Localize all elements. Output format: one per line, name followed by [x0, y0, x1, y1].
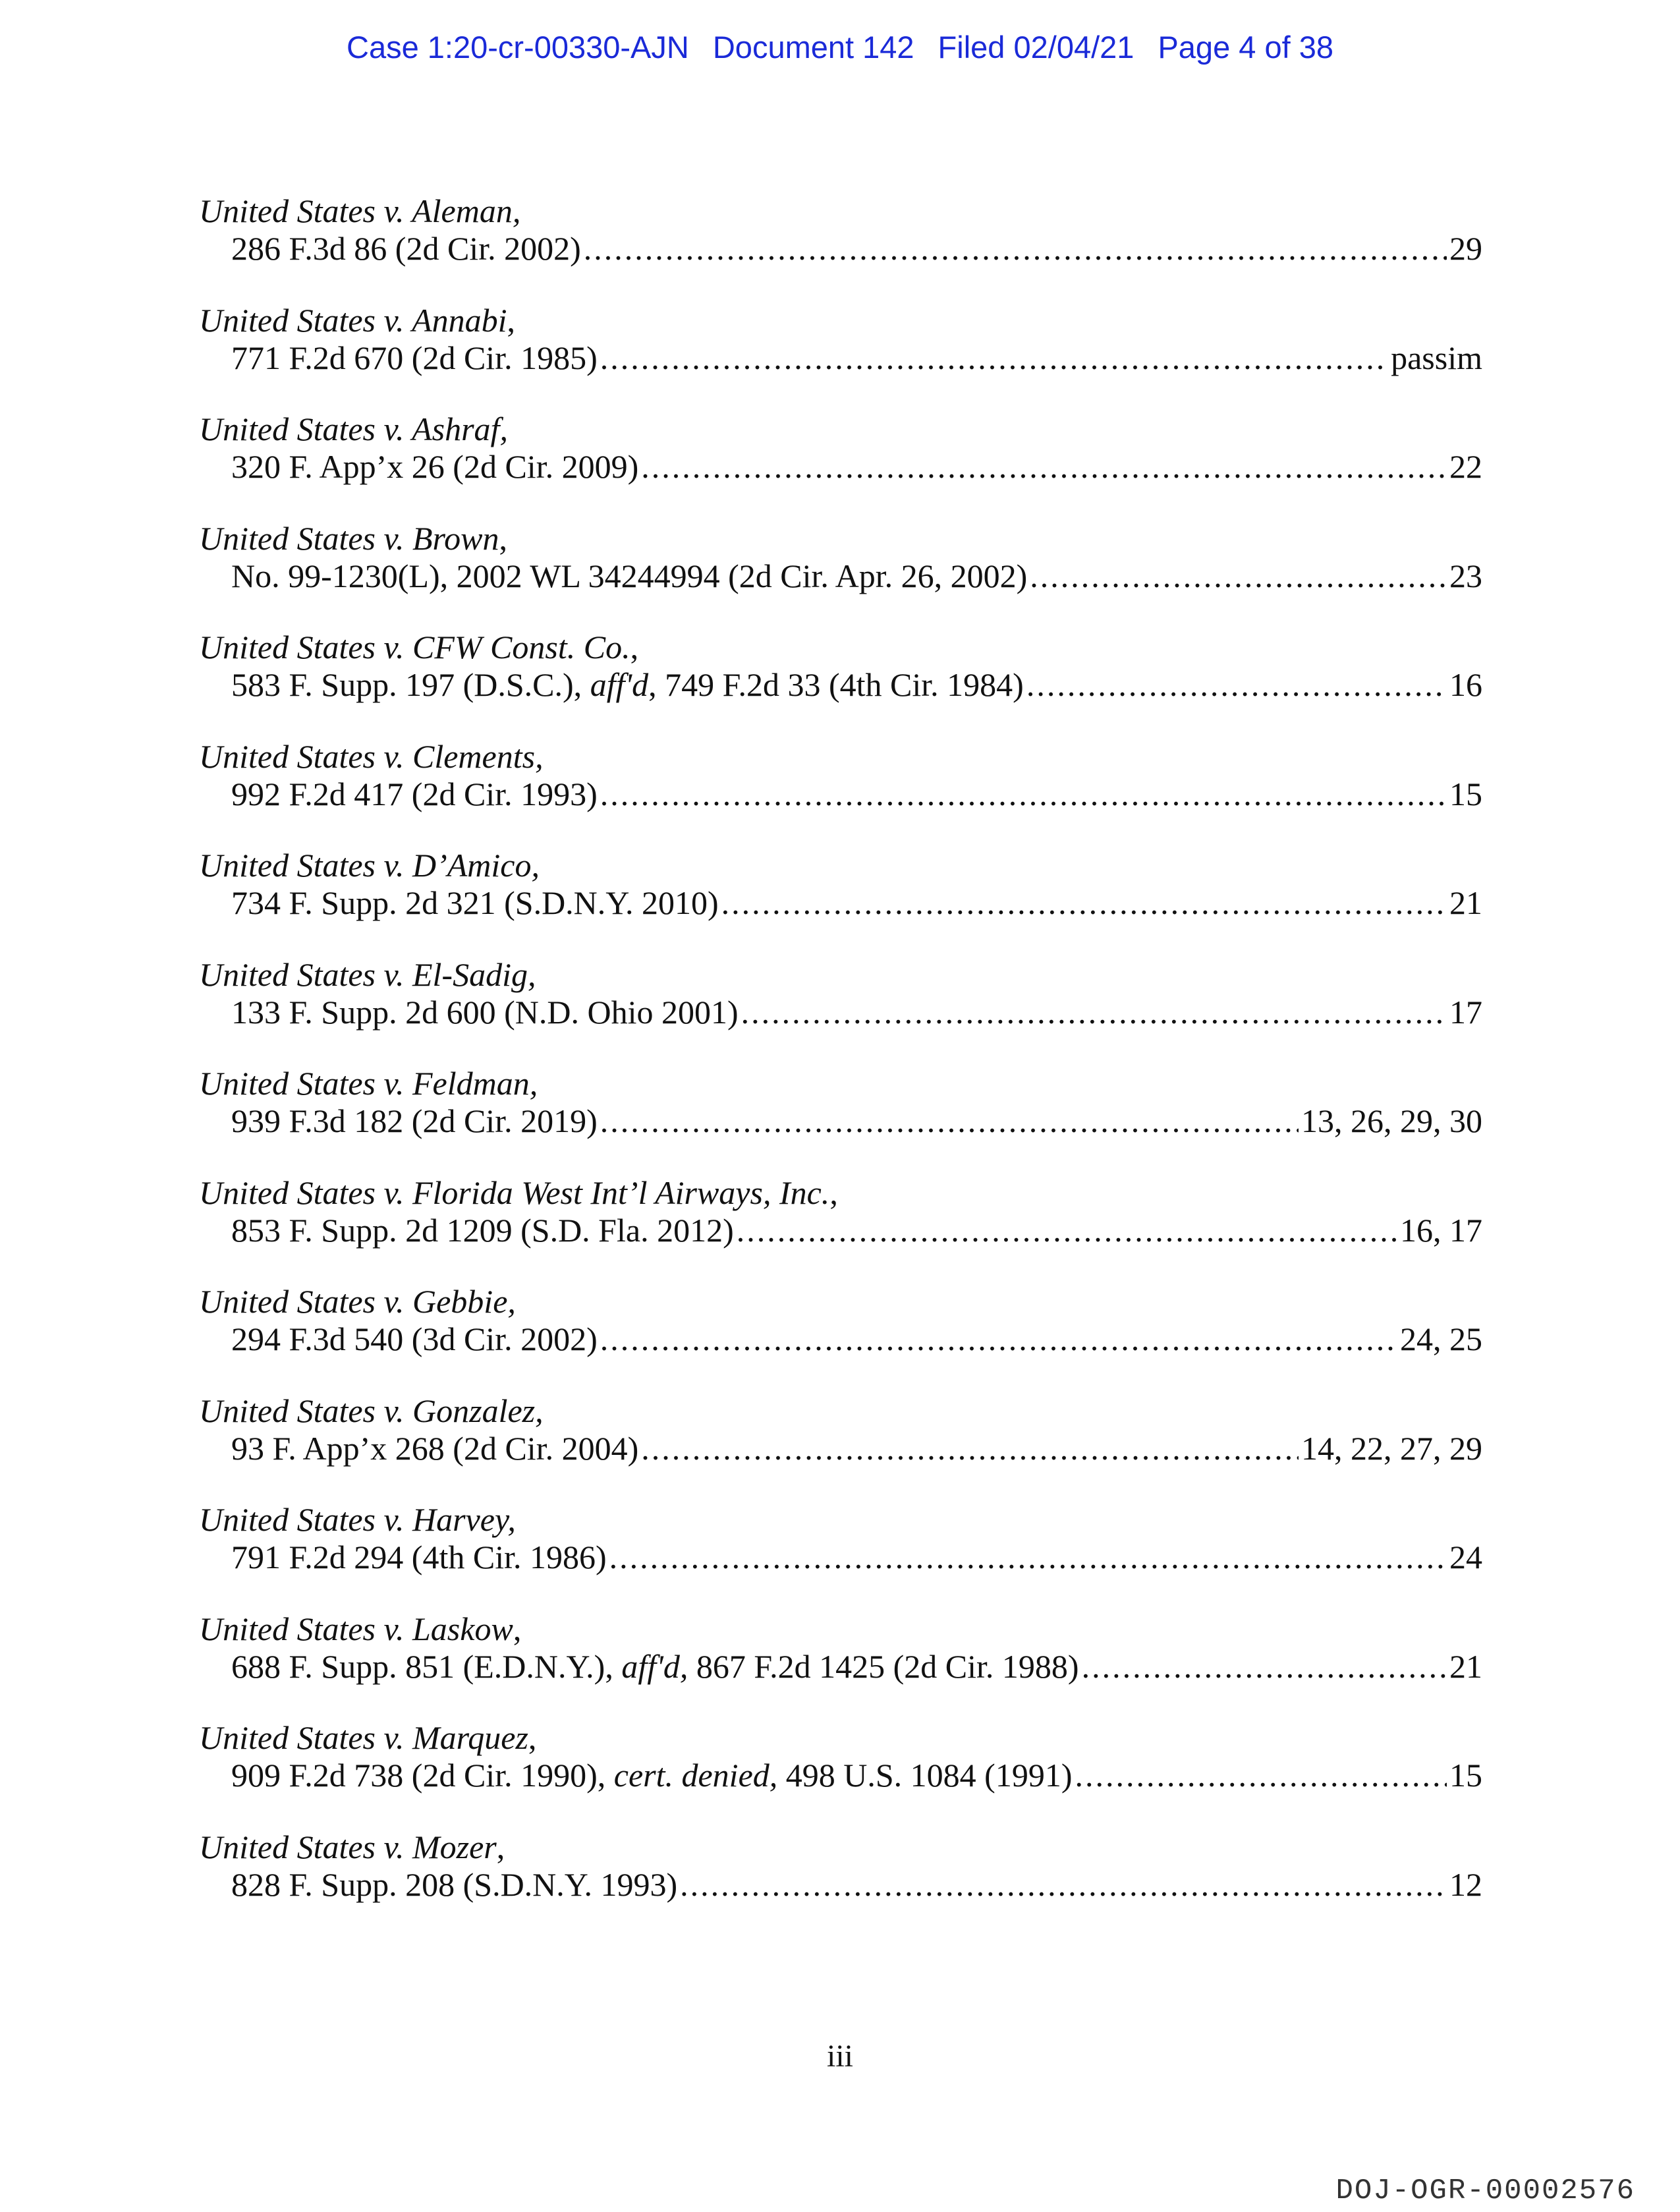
- citation: [231, 1648, 1079, 1686]
- citation-signal: aff'd: [590, 666, 649, 703]
- leader-dots: [1082, 1648, 1447, 1686]
- ecf-header: [0, 29, 1680, 65]
- page-references: 23: [1449, 557, 1482, 594]
- page-references: 24: [1449, 1539, 1482, 1575]
- leader-dots: [600, 1320, 1397, 1358]
- citation-line: [199, 339, 1482, 377]
- case-name: [199, 520, 1482, 557]
- citation: [231, 1212, 734, 1249]
- case-name-text: United States v. Annabi: [199, 301, 507, 339]
- citation: [231, 884, 719, 922]
- page-references: 16: [1449, 666, 1482, 703]
- citation-text: 939 F.3d 182 (2d Cir. 2019): [231, 1102, 598, 1139]
- case-name-punctuation: ,: [630, 629, 639, 666]
- case-name-text: United States v. Marquez: [199, 1719, 528, 1756]
- leader-dots: [609, 1539, 1447, 1576]
- toc-entry: [199, 411, 1482, 520]
- citation: [231, 230, 581, 268]
- page-indicator: Page 4 of 38: [1158, 30, 1333, 65]
- toc-entry: [199, 1065, 1482, 1174]
- citation-text: 688 F. Supp. 851 (E.D.N.Y.),: [231, 1647, 622, 1685]
- case-name: [199, 192, 1482, 230]
- case-name: [199, 1719, 1482, 1757]
- toc-entry: [199, 738, 1482, 847]
- case-name-text: United States v. CFW Const. Co.: [199, 629, 630, 666]
- citation: [231, 776, 598, 813]
- citation-line: [199, 994, 1482, 1031]
- case-name-punctuation: ,: [507, 301, 516, 339]
- leader-dots: [641, 1430, 1299, 1467]
- case-name: [199, 411, 1482, 448]
- citation-text: 828 F. Supp. 208 (S.D.N.Y. 1993): [231, 1865, 678, 1903]
- citation-text: 294 F.3d 540 (3d Cir. 2002): [231, 1320, 598, 1357]
- citation-line: [199, 776, 1482, 813]
- toc-entry: [199, 1719, 1482, 1829]
- toc-entry: [199, 1174, 1482, 1284]
- page-references: 15: [1449, 1757, 1482, 1794]
- case-name: [199, 1392, 1482, 1430]
- page-references: 21: [1449, 884, 1482, 921]
- citation-text: 320 F. App’x 26 (2d Cir. 2009): [231, 448, 639, 485]
- filed-date: Filed 02/04/21: [938, 30, 1134, 65]
- case-name: [199, 1283, 1482, 1320]
- citation: [231, 1102, 598, 1140]
- citation-text: 791 F.2d 294 (4th Cir. 1986): [231, 1539, 607, 1575]
- toc-entry: [199, 192, 1482, 302]
- leader-dots: [600, 776, 1447, 813]
- toc-entry: [199, 956, 1482, 1065]
- page-references: 17: [1449, 993, 1482, 1031]
- citation-signal: aff'd,: [621, 1647, 688, 1685]
- citation-line: [199, 884, 1482, 922]
- toc-entry: [199, 1501, 1482, 1610]
- citation-text: 583 F. Supp. 197 (D.S.C.),: [231, 666, 590, 703]
- citation-text: 909 F.2d 738 (2d Cir. 1990),: [231, 1757, 614, 1794]
- page-references: 22: [1449, 448, 1482, 485]
- case-name-text: United States v. Harvey,: [199, 1501, 516, 1538]
- leader-dots: [584, 230, 1447, 268]
- case-name: [199, 302, 1482, 339]
- case-name-text: United States v. Clements,: [199, 737, 544, 775]
- citation-text: 771 F.2d 670 (2d Cir. 1985): [231, 339, 598, 376]
- case-name: [199, 847, 1482, 884]
- citation-text: 93 F. App’x 268 (2d Cir. 2004): [231, 1429, 639, 1467]
- citation-text: , 749 F.2d 33 (4th Cir. 1984): [648, 666, 1024, 703]
- citation-line: [199, 557, 1482, 595]
- case-name: [199, 956, 1482, 994]
- citation-line: [199, 1102, 1482, 1140]
- toc-entry: [199, 1829, 1482, 1938]
- leader-dots: [1030, 557, 1447, 595]
- page-folio: iii: [826, 2039, 853, 2074]
- page-references: 15: [1449, 775, 1482, 812]
- case-name: [199, 1501, 1482, 1539]
- citation: [231, 666, 1024, 704]
- case-name: [199, 1174, 1482, 1212]
- citation: [231, 1430, 638, 1467]
- page-references: 21: [1449, 1647, 1482, 1685]
- leader-dots: [737, 1212, 1397, 1249]
- citation-text: 867 F.2d 1425 (2d Cir. 1988): [688, 1647, 1079, 1685]
- case-name-punctuation: ,: [499, 519, 507, 557]
- citation: [231, 994, 739, 1031]
- case-number: Case 1:20-cr-00330-AJN: [347, 30, 689, 65]
- case-name: [199, 629, 1482, 666]
- case-name-text: United States v. Brown: [199, 519, 499, 557]
- citation-text: 853 F. Supp. 2d 1209 (S.D. Fla. 2012): [231, 1211, 734, 1249]
- citation-signal: cert. denied,: [613, 1757, 778, 1794]
- leader-dots: [600, 1102, 1299, 1140]
- citation-text: 498 U.S. 1084 (1991): [777, 1757, 1073, 1794]
- citation-line: [199, 1539, 1482, 1576]
- citation-text: 286 F.3d 86 (2d Cir. 2002): [231, 230, 581, 267]
- page-references: 29: [1449, 230, 1482, 267]
- case-name-text: United States v. Gebbie,: [199, 1283, 516, 1320]
- toc-entry: [199, 629, 1482, 738]
- case-name: [199, 1065, 1482, 1102]
- case-name-text: United States v. Mozer: [199, 1828, 497, 1865]
- page-references: 24, 25: [1400, 1320, 1482, 1357]
- citation-line: [199, 448, 1482, 486]
- toc-entry: [199, 847, 1482, 956]
- case-name-text: United States v. Laskow: [199, 1610, 513, 1647]
- citation-text: No. 99-1230(L), 2002 WL 34244994 (2d Cir. Apr. 26, 2002): [231, 557, 1028, 594]
- citation: [231, 1539, 607, 1576]
- citation: [231, 448, 638, 486]
- leader-dots: [1026, 666, 1447, 704]
- leader-dots: [641, 448, 1447, 486]
- bates-number: DOJ-OGR-00002576: [1335, 2174, 1635, 2207]
- toc-entry: [199, 1610, 1482, 1720]
- table-of-authorities: [199, 192, 1482, 1937]
- leader-dots: [741, 994, 1447, 1031]
- case-name-text: United States v. Florida West Int’l Airways, Inc.: [199, 1174, 830, 1211]
- citation-line: [199, 1866, 1482, 1904]
- case-name: [199, 1829, 1482, 1866]
- citation-line: [199, 1320, 1482, 1358]
- page-references: 14, 22, 27, 29: [1301, 1429, 1482, 1467]
- case-name-punctuation: ,: [496, 1828, 505, 1865]
- toc-entry: [199, 520, 1482, 629]
- toc-entry: [199, 302, 1482, 411]
- toc-entry: [199, 1283, 1482, 1392]
- page-references: 16, 17: [1400, 1211, 1482, 1249]
- citation-line: [199, 666, 1482, 704]
- case-name-punctuation: ,: [513, 1610, 522, 1647]
- citation-line: [199, 1212, 1482, 1249]
- citation: [231, 1866, 677, 1904]
- leader-dots: [680, 1866, 1447, 1904]
- case-name-text: United States v. D’Amico,: [199, 847, 540, 884]
- citation: [231, 1757, 1072, 1794]
- citation-line: [199, 1757, 1482, 1794]
- citation-text: 992 F.2d 417 (2d Cir. 1993): [231, 775, 598, 812]
- case-name-text: United States v. Gonzalez,: [199, 1392, 544, 1429]
- case-name-text: United States v. Ashraf,: [199, 411, 508, 447]
- case-name: [199, 1610, 1482, 1648]
- citation-text: 133 F. Supp. 2d 600 (N.D. Ohio 2001): [231, 993, 739, 1031]
- citation: [231, 1320, 598, 1358]
- citation-line: [199, 230, 1482, 268]
- page-references: passim: [1391, 339, 1482, 376]
- toc-entry: [199, 1392, 1482, 1502]
- citation: [231, 339, 598, 377]
- citation: [231, 557, 1027, 595]
- citation-line: [199, 1648, 1482, 1686]
- leader-dots: [600, 339, 1388, 377]
- case-name-punctuation: ,: [528, 1719, 537, 1756]
- case-name-text: United States v. Feldman,: [199, 1065, 538, 1102]
- case-name-punctuation: ,: [829, 1174, 838, 1211]
- case-name-text: United States v. Aleman,: [199, 192, 521, 229]
- leader-dots: [1075, 1757, 1447, 1794]
- page-references: 13, 26, 29, 30: [1301, 1102, 1482, 1139]
- case-name-text: United States v. El-Sadig,: [199, 955, 536, 993]
- leader-dots: [721, 884, 1447, 922]
- citation-line: [199, 1430, 1482, 1467]
- citation-text: 734 F. Supp. 2d 321 (S.D.N.Y. 2010): [231, 884, 719, 921]
- document-number: Document 142: [712, 30, 914, 65]
- case-name: [199, 738, 1482, 776]
- page-references: 12: [1449, 1865, 1482, 1903]
